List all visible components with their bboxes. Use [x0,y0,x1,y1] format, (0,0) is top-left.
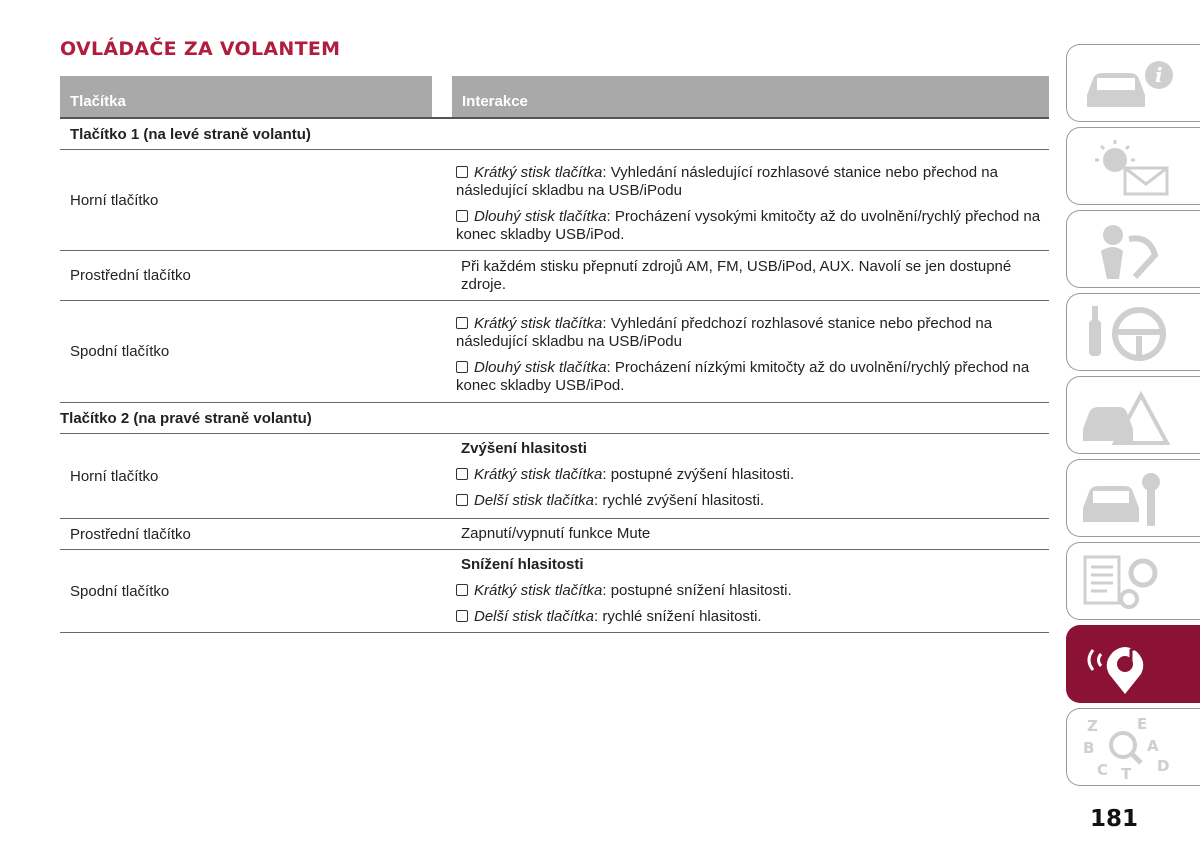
svg-text:E: E [1137,715,1148,733]
table-row [60,550,1049,633]
svg-text:A: A [1147,737,1159,755]
button-name: Prostřední tlačítko [70,267,191,284]
entry-label: Dlouhý stisk tlačítka [474,359,607,376]
tab-lights-messages[interactable] [1066,127,1200,205]
entry-text: : Procházení vysokými kmitočty až do uvolnění/rychlý přechod na konec skladby USB/iPod. [456,208,1041,243]
entry-text: : postupné zvýšení hlasitosti. [602,466,795,483]
tab-technical-data[interactable] [1066,542,1200,620]
interaction-cell: Při každém stisku přepnutí zdrojů AM, FM, USB/iPod, AUX. Navolí se jen dostupné zdroje. [461,258,1012,293]
page-title: OVLÁDAČE ZA VOLANTEM [60,38,341,60]
checkbox-bullet-icon [456,494,468,506]
interaction-entry [456,208,1041,244]
entry-label: Krátký stisk tlačítka [474,466,603,483]
svg-text:Z: Z [1087,717,1098,735]
group-row [60,119,1049,150]
group-title: Tlačítko 2 (na pravé straně volantu) [60,409,312,427]
entry-text: : Vyhledání předchozí rozhlasové stanice nebo přechod na následující skladbu na USB/iPodu [456,315,993,350]
interaction-subheading: Snížení hlasitosti [461,556,584,573]
table-row [60,251,1049,301]
svg-text:B: B [1083,739,1095,757]
interaction-entry [456,359,1041,395]
tab-starting-driving[interactable] [1066,293,1200,371]
entry-label: Dlouhý stisk tlačítka [474,208,607,225]
page-number: 181 [1090,806,1139,832]
interaction-cell: Zapnutí/vypnutí funkce Mute [461,525,651,542]
button-name: Horní tlačítko [70,467,159,485]
tab-car-info[interactable] [1066,44,1200,122]
checkbox-bullet-icon [456,468,468,480]
entry-label: Delší stisk tlačítka [474,492,595,509]
entry-label: Krátký stisk tlačítka [474,164,603,181]
tab-multimedia[interactable] [1066,625,1200,703]
car-info-icon [1079,51,1189,117]
entry-label: Delší stisk tlačítka [474,608,595,625]
checkbox-bullet-icon [456,317,468,329]
table-row [60,150,1049,251]
table-row [60,434,1049,519]
interaction-cell [456,434,1041,510]
entry-label: Krátký stisk tlačítka [474,315,603,332]
interaction-entry [456,582,1041,600]
svg-text:T: T [1121,765,1132,781]
interaction-entry [456,315,1041,351]
group-row [60,403,1049,434]
multimedia-music-icon [1079,632,1189,698]
interaction-entry [456,492,1041,510]
specs-gear-icon [1079,549,1189,615]
tab-emergency[interactable] [1066,376,1200,454]
entry-text: : postupné snížení hlasitosti. [602,582,792,599]
checkbox-bullet-icon [456,166,468,178]
button-name: Horní tlačítko [70,191,159,209]
button-name: Prostřední tlačítko [70,525,191,543]
svg-text:D: D [1157,757,1170,775]
interaction-entry [456,608,1041,626]
checkbox-bullet-icon [456,210,468,222]
svg-text:C: C [1097,761,1109,779]
entry-label: Krátký stisk tlačítka [474,582,603,599]
entry-text: : rychlé snížení hlasitosti. [594,608,762,625]
checkbox-bullet-icon [456,584,468,596]
interaction-entry [456,466,1041,484]
tab-safety[interactable] [1066,210,1200,288]
crash-warning-icon [1079,383,1189,449]
header-cell-interaction [452,76,1049,117]
car-wrench-icon [1079,466,1189,532]
entry-text: : Vyhledání následující rozhlasové stanice nebo přechod na následující skladbu na USB/iPodu [456,164,998,199]
button-name: Spodní tlačítko [70,343,170,360]
checkbox-bullet-icon [456,361,468,373]
entry-text: : rychlé zvýšení hlasitosti. [594,492,765,509]
svg-text:i: i [1155,63,1163,87]
alphabetical-index-icon [1079,715,1189,781]
table-row [60,519,1049,550]
interaction-cell [456,301,1041,395]
group-title: Tlačítko 1 (na levé straně volantu) [70,125,311,143]
header-label: Tlačítka [70,93,126,110]
tab-servicing[interactable] [1066,459,1200,537]
entry-text: : Procházení nízkými kmitočty až do uvolnění/rychlý přechod na konec skladby USB/iPod. [456,359,1030,394]
header-cell-buttons [60,76,432,117]
checkbox-bullet-icon [456,610,468,622]
interaction-entry [456,164,1041,200]
table-header [60,76,1049,117]
interaction-cell [456,550,1041,626]
airbag-seat-icon [1079,217,1189,283]
tab-index[interactable] [1066,708,1200,786]
header-label: Interakce [462,93,528,110]
table-row [60,301,1049,403]
interaction-cell [456,150,1041,244]
controls-table [60,76,1049,633]
key-steering-wheel-icon [1079,300,1189,366]
lights-envelope-icon [1079,134,1189,200]
interaction-subheading: Zvýšení hlasitosti [461,440,587,457]
button-name: Spodní tlačítko [70,582,170,600]
